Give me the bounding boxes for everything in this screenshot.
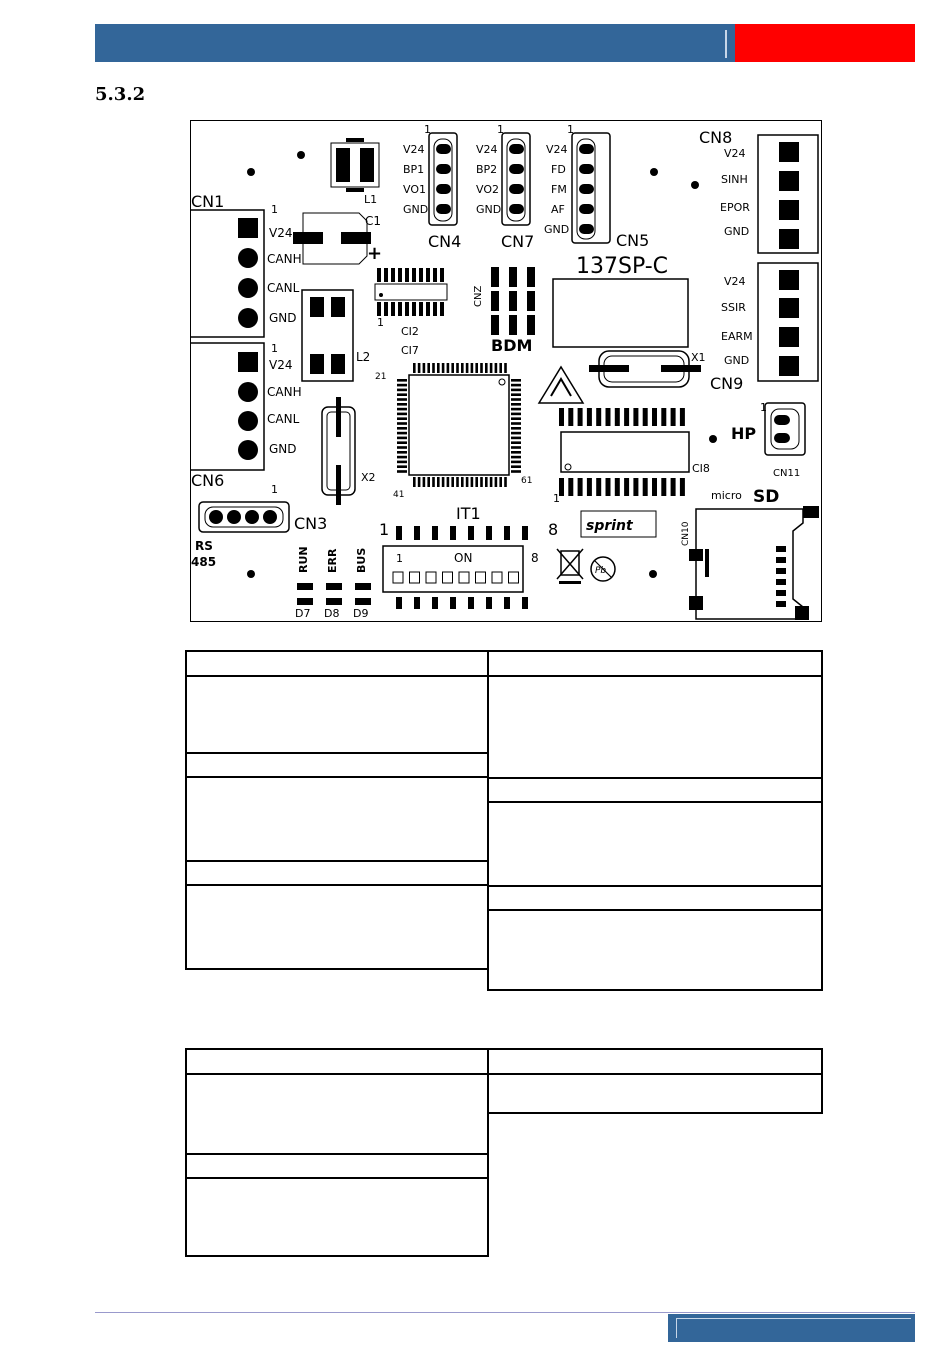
- cn1-pin-label: CANL: [267, 281, 300, 295]
- section-number: 5.3.2: [95, 84, 146, 105]
- cn7-label: CN7: [501, 232, 535, 251]
- pin-one-mark: 1: [377, 316, 384, 329]
- cn6-pin-label: GND: [269, 442, 297, 456]
- pin-one-mark: 1: [553, 492, 560, 505]
- x1-crystal: [589, 351, 706, 387]
- table-cell: [185, 860, 489, 886]
- dip-pin-8-label: 8: [548, 520, 559, 539]
- table-cell: [487, 885, 823, 911]
- header-bar: [95, 24, 735, 62]
- cn5-pin-label: FD: [551, 163, 566, 176]
- c1-capacitor: [293, 213, 382, 264]
- cn11-connector: [731, 401, 805, 479]
- cnz-label: CNZ: [473, 285, 484, 307]
- table-cell: [185, 675, 489, 754]
- hp-label: HP: [731, 424, 757, 443]
- cn5-pin-label: GND: [544, 223, 570, 236]
- lead-free-icon: [591, 557, 615, 581]
- cn10-label: CN10: [681, 521, 691, 546]
- cn7-pin-label: VO2: [476, 183, 499, 196]
- cn8-pin-label: GND: [724, 225, 750, 238]
- ci7-microcontroller: [375, 363, 532, 500]
- cn5-connector: [544, 123, 649, 250]
- cn9-connector: [710, 263, 818, 393]
- cn10-microsd-slot: [681, 487, 819, 620]
- cn4-pin-label: V24: [403, 143, 425, 156]
- cn8-connector: [699, 128, 818, 253]
- display-outline: [553, 279, 688, 347]
- dip-label-1: 1: [396, 552, 403, 565]
- table-cell: [185, 752, 489, 778]
- pin-one-mark: 1: [271, 203, 278, 216]
- cn6-pin-label: CANH: [267, 385, 302, 399]
- bdm-connector: [473, 267, 535, 355]
- ci8-chip: [553, 408, 710, 505]
- pin-one-mark: 1: [424, 123, 431, 136]
- cn7-pin-label: V24: [476, 143, 498, 156]
- l2-label: L2: [356, 350, 371, 364]
- esd-warning-icon: [539, 367, 583, 403]
- cn1-label: CN1: [191, 192, 225, 211]
- bdm-label: BDM: [491, 336, 533, 355]
- cn7-pin-label: GND: [476, 203, 502, 216]
- cn4-pin-label: BP1: [403, 163, 425, 176]
- table-cell: [487, 1073, 823, 1114]
- cn6-connector: [191, 342, 302, 490]
- ci2-chip: [375, 268, 447, 357]
- cn8-pin-label: EPOR: [720, 201, 750, 214]
- d7-label: D7: [295, 607, 311, 620]
- l2-inductor: [302, 290, 370, 381]
- cn8-pin-label: V24: [724, 147, 746, 160]
- it1-label: IT1: [456, 504, 481, 523]
- x1-label: X1: [691, 351, 706, 364]
- d8-label: D8: [324, 607, 340, 620]
- l1-label: L1: [364, 193, 378, 206]
- table-cell: [487, 675, 823, 779]
- cn5-pin-label: V24: [546, 143, 568, 156]
- table-cell: [185, 884, 489, 970]
- brand-logo: [581, 511, 656, 537]
- cn1-pin-label: GND: [269, 311, 297, 325]
- led-err-label: ERR: [326, 548, 339, 573]
- weee-icon: [557, 549, 583, 584]
- cn7-connector: [476, 123, 534, 251]
- table-cell: [185, 650, 489, 677]
- d9-label: D9: [353, 607, 369, 620]
- cn4-connector: [403, 123, 461, 251]
- cn9-pin-label: GND: [724, 354, 750, 367]
- table-cell: [487, 777, 823, 803]
- micro-label: micro: [711, 489, 742, 502]
- cn1-pin-label: CANH: [267, 252, 302, 266]
- cn1-connector: [191, 192, 302, 337]
- footer-divider: [95, 1312, 915, 1313]
- cn1-pin-label: V24: [269, 226, 293, 240]
- cn3-label: CN3: [294, 514, 328, 533]
- pin-61-label: 61: [521, 476, 533, 486]
- cn6-pin-label: V24: [269, 358, 293, 372]
- table-cell: [487, 1048, 823, 1075]
- it1-dip-switch: [379, 504, 558, 609]
- table-cell: [487, 650, 823, 677]
- table-cell: [185, 1177, 489, 1257]
- rs-label: RS: [195, 539, 213, 553]
- cn4-pin-label: VO1: [403, 183, 426, 196]
- led-run-label: RUN: [297, 546, 310, 573]
- cn9-pin-label: SSIR: [721, 301, 746, 314]
- table-cell: [185, 1048, 489, 1075]
- cn9-label: CN9: [710, 374, 744, 393]
- table-cell: [487, 909, 823, 991]
- x2-crystal: [322, 397, 376, 505]
- ci7-label: CI7: [401, 344, 419, 357]
- sd-label: SD: [753, 487, 780, 507]
- pin-41-label: 41: [393, 490, 405, 500]
- pcb-layout-diagram: [190, 120, 822, 622]
- dip-label-8: 8: [531, 551, 539, 565]
- rs485-label: 485: [191, 555, 217, 569]
- table-cell: [185, 776, 489, 862]
- cn9-pin-label: V24: [724, 275, 746, 288]
- pb-label: Pb: [595, 566, 607, 576]
- cn5-pin-label: FM: [551, 183, 567, 196]
- cn6-pin-label: CANL: [267, 412, 300, 426]
- table-cell: [185, 1153, 489, 1179]
- ci2-label: CI2: [401, 325, 419, 338]
- dip-pin-1-label: 1: [379, 520, 390, 539]
- x2-label: X2: [361, 471, 376, 484]
- pin-one-mark: 1: [271, 342, 278, 355]
- ci8-label: CI8: [692, 462, 710, 475]
- plus-mark: +: [367, 243, 383, 264]
- table-cell: [487, 801, 823, 887]
- l1-inductor: [331, 138, 379, 206]
- led-bus-label: BUS: [355, 547, 368, 573]
- cn5-pin-label: AF: [551, 203, 565, 216]
- pin-one-mark: 1: [567, 123, 574, 136]
- cn6-label: CN6: [191, 471, 225, 490]
- model-label: 137SP-C: [576, 254, 669, 279]
- cn8-label: CN8: [699, 128, 733, 147]
- header-accent: [735, 24, 915, 62]
- dip-on-label: ON: [454, 551, 473, 565]
- pin-21-label: 21: [375, 372, 387, 382]
- cn9-pin-label: EARM: [721, 330, 753, 343]
- cn4-label: CN4: [428, 232, 462, 251]
- pin-one-mark: 1: [760, 401, 767, 414]
- cn8-pin-label: SINH: [721, 173, 748, 186]
- cn4-pin-label: GND: [403, 203, 429, 216]
- table-cell: [185, 1073, 489, 1155]
- status-leds: [295, 546, 371, 620]
- c1-label: C1: [365, 214, 382, 228]
- cn5-label: CN5: [616, 231, 650, 250]
- pin-one-mark: 1: [497, 123, 504, 136]
- brand-logo-text: sprint: [586, 518, 633, 534]
- cn7-pin-label: BP2: [476, 163, 498, 176]
- footer-bar: [668, 1314, 915, 1342]
- pin-one-mark: 1: [271, 483, 278, 496]
- cn11-label: CN11: [773, 468, 801, 479]
